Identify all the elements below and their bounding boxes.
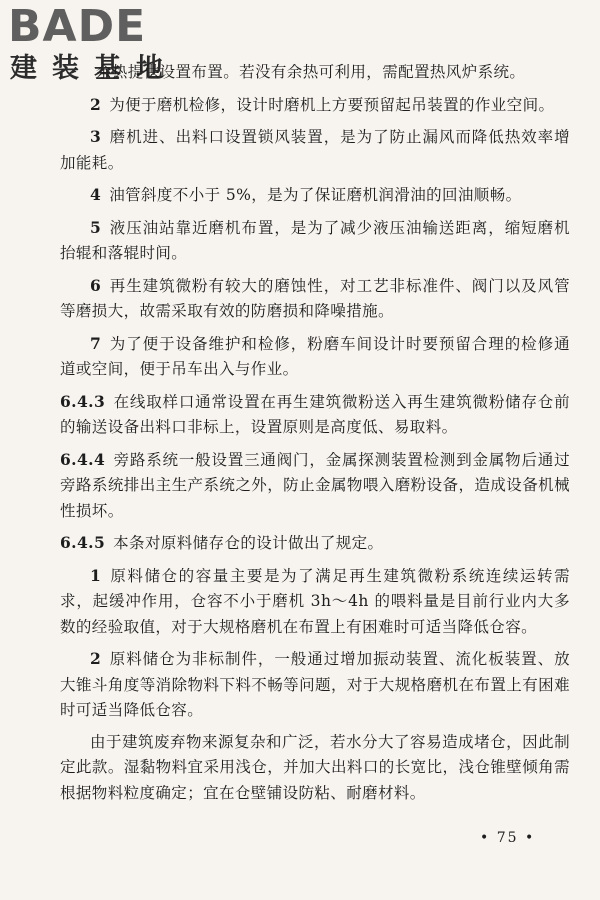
section-6-4-4: 6.4.4 旁路系统一般设置三通阀门，金属探测装置检测到金属物后通过旁路系统排出主生产系统之外，防止金属物喂入磨粉设备，造成设备机械性损坏。 (60, 449, 570, 520)
item-2-storage: 2 原料储仓为非标制件，一般通过增加振动装置、流化板装置、放大锥斗角度等消除物料下料不畅等问题，对于大规格磨机在布置上有困难时可适当降低仓容。 (60, 649, 570, 719)
item-1-storage: 1 原料储仓的容量主要是为了满足再生建筑微粉系统连续运转需求，起缓冲作用，仓容不小于磨机 3h～4h 的喂料量是目前行业内大多数的经验取值，对于大规格磨机在布置上有困难时可适当降低仓容。 (60, 565, 570, 636)
paragraph-continuation: 余热提供设置布置。若没有余热可利用，需配置热风炉系统。 (96, 63, 526, 81)
item-6: 6 再生建筑微粉有较大的磨蚀性，对工艺非标准件、阀门以及风管等磨损大，故需采取有效的防磨损和降噪措施。 (60, 275, 570, 320)
section-6-4-3: 6.4.3 在线取样口通常设置在再生建筑微粉送入再生建筑微粉储存仓前的输送设备出料口非标上，设置原则是高度低、易取料。 (60, 391, 570, 436)
item-3: 3 磨机进、出料口设置锁风装置，是为了防止漏风而降低热效率增加能耗。 (60, 127, 570, 172)
page-number: • 75 • (480, 830, 536, 846)
logo-wordmark: BADE (8, 1, 147, 52)
document-body (60, 60, 570, 812)
item-2: 2 为便于磨机检修，设计时磨机上方要预留起吊装置的作业空间。 (90, 94, 555, 114)
logo-subtitle: 建装基地 (10, 53, 178, 84)
section-6-4-5: 6.4.5 本条对原料储存仓的设计做出了规定。 (60, 533, 384, 552)
paragraph-closing: 由于建筑废弃物来源复杂和广泛，若水分大了容易造成堵仓，因此制定此款。湿黏物料宜采用浅仓，并加大出料口的长宽比，浅仓锥壁倾角需根据物料粒度确定；宜在仓壁铺设防粘、耐磨材料。 (60, 732, 570, 802)
item-7: 7 为了便于设备维护和检修，粉磨车间设计时要预留合理的检修通道或空间，便于吊车出入与作业。 (60, 333, 570, 378)
item-4: 4 油管斜度不小于 5%，是为了保证磨机润滑油的回油顺畅。 (90, 185, 522, 204)
item-5: 5 液压油站靠近磨机布置，是为了减少液压油输送距离，缩短磨机抬辊和落辊时间。 (60, 217, 570, 262)
